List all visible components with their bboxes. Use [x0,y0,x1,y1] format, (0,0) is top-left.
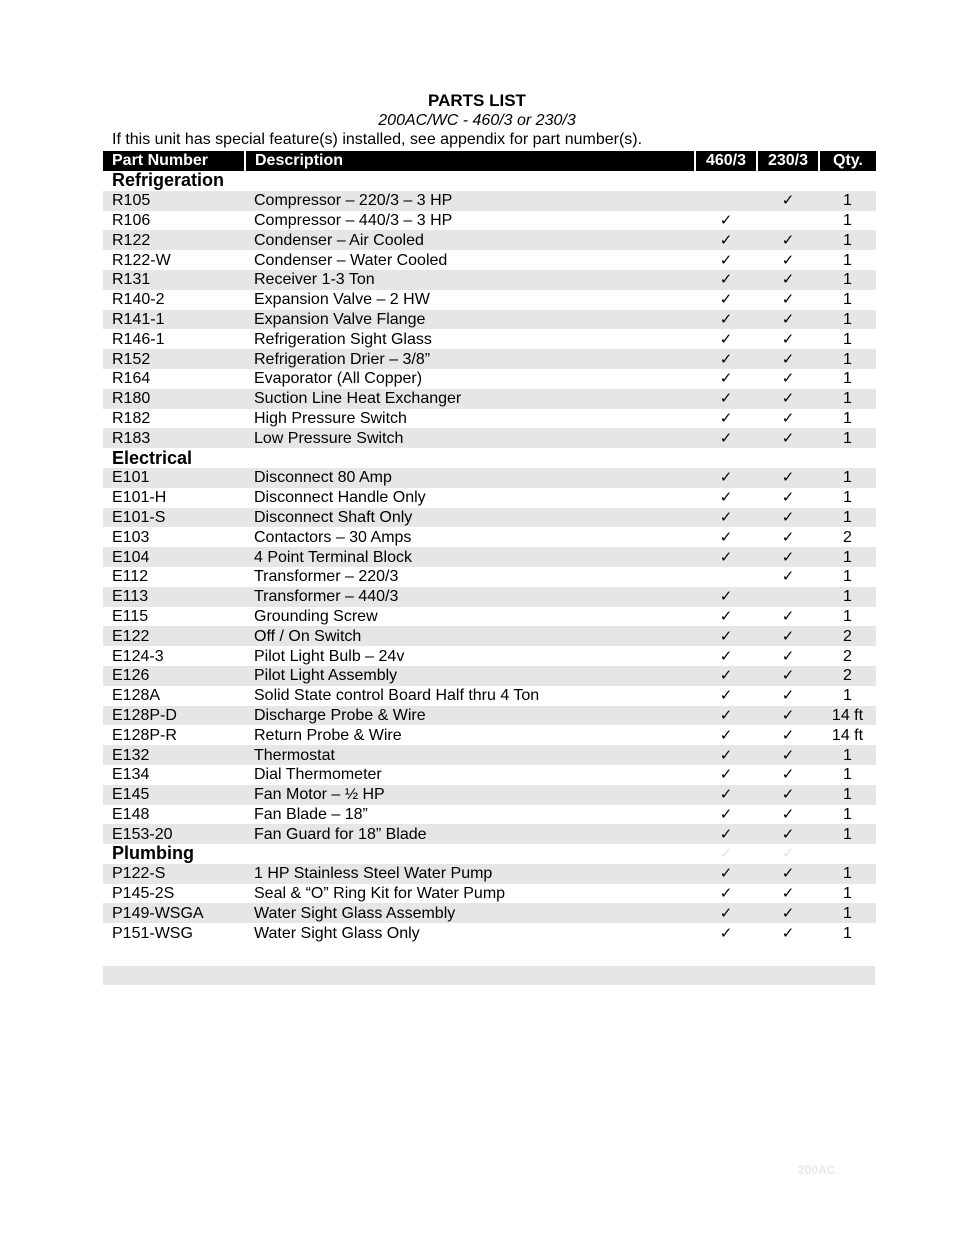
check-mark-icon: ✓ [781,765,795,784]
part-number-cell: E128P-R [112,726,177,744]
check-mark-icon: ✓ [757,547,819,567]
check-mark-icon: ✓ [719,210,733,229]
part-number-cell: E128A [112,687,161,705]
qty-cell: 1 [819,310,876,330]
table-row [103,864,876,884]
description-cell: Receiver 1-3 Ton [245,270,695,290]
part-number-cell: R164 [112,370,151,388]
table-row [103,230,876,250]
check-mark-icon: ✓ [695,230,757,250]
qty-cell: 14 ft [819,706,876,726]
check-mark-icon: ✓ [757,785,819,805]
table-row [103,369,876,389]
description-cell: Discharge Probe & Wire [245,706,695,726]
check-mark-icon: ✓ [757,270,819,290]
check-mark-icon: ✓ [695,428,757,448]
description-cell: Compressor – 440/3 – 3 HP [254,211,453,229]
check-mark-icon: ✓ [781,488,795,507]
check-mark-icon: ✓ [695,587,757,607]
check-mark-icon: ✓ [757,230,819,250]
check-mark-icon: ✓ [757,428,819,448]
check-mark-icon: ✓ [695,508,757,528]
check-mark-icon: ✓ [781,606,795,625]
description-cell: Expansion Valve Flange [245,310,695,330]
check-mark-icon: ✓ [781,408,795,427]
section-label: Refrigeration [112,170,225,191]
qty-cell: 1 [819,587,876,607]
check-mark-icon: ✓ [757,191,819,211]
check-mark-icon: ✓ [719,765,733,784]
description-cell: Expansion Valve – 2 HW [254,291,430,309]
check-mark-icon: ✓ [757,389,819,409]
check-mark-icon: ✓ [781,527,795,546]
description-cell: Transformer – 220/3 [254,568,399,586]
part-number-cell: E101-H [112,489,167,507]
part-number-cell: P122-S [103,864,245,884]
qty-cell: 1 [819,389,876,409]
part-number-cell: R183 [103,428,245,448]
part-number-cell: E101 [103,468,245,488]
part-number-cell: R106 [112,211,151,229]
qty-cell: 1 [843,211,852,229]
check-mark-icon: ✓ [695,666,757,686]
col-header-qty: Qty. [819,151,876,171]
check-mark-icon: ✓ [757,310,819,330]
description-cell: 1 HP Stainless Steel Water Pump [245,864,695,884]
appendix-note: If this unit has special feature(s) installed, see appendix for part number(s). [112,131,643,148]
parts-table-body [103,171,876,943]
description-cell: Pilot Light Bulb – 24v [254,647,405,665]
col-header-460: 460/3 [695,151,757,171]
qty-cell [819,171,876,191]
description-cell: Suction Line Heat Exchanger [245,389,695,409]
description-cell: Condenser – Water Cooled [254,251,448,269]
table-row [103,567,876,587]
check-mark-icon [757,587,819,607]
table-row [103,903,876,923]
table-row [103,211,876,231]
check-mark-icon: ✓ [781,369,795,388]
part-number-cell: E126 [103,666,245,686]
check-mark-icon: ✓ [695,310,757,330]
qty-cell: 1 [819,785,876,805]
check-mark-icon: ✓ [719,844,733,863]
table-row [103,706,876,726]
check-mark-icon: ✓ [719,725,733,744]
qty-cell: 2 [819,626,876,646]
check-mark-icon [757,211,819,231]
check-mark-icon [695,448,757,468]
check-mark-icon: ✓ [757,745,819,765]
description-cell: Pilot Light Assembly [245,666,695,686]
page-subtitle: 200AC/WC - 460/3 or 230/3 [378,112,576,129]
qty-cell: 1 [819,745,876,765]
table-row [103,785,876,805]
check-mark-icon [757,448,819,468]
description-cell: Compressor – 220/3 – 3 HP [245,191,695,211]
table-row [103,725,876,745]
check-mark-icon: ✓ [719,290,733,309]
check-mark-icon: ✓ [695,389,757,409]
check-mark-icon: ✓ [695,468,757,488]
part-number-cell: R131 [103,270,245,290]
check-mark-icon: ✓ [781,329,795,348]
check-mark-icon: ✓ [757,468,819,488]
qty-cell [819,448,876,468]
table-row [103,884,876,904]
description-cell: Seal & “O” Ring Kit for Water Pump [254,885,506,903]
description-cell: Contactors – 30 Amps [254,528,412,546]
part-number-cell: E153-20 [103,824,245,844]
table-row [103,527,876,547]
description-cell: Off / On Switch [245,626,695,646]
check-mark-icon: ✓ [695,864,757,884]
check-mark-icon: ✓ [719,606,733,625]
check-mark-icon: ✓ [757,824,819,844]
check-mark-icon: ✓ [719,804,733,823]
table-row [103,270,876,290]
part-number-cell: R146-1 [112,330,165,348]
description-cell: Evaporator (All Copper) [254,370,423,388]
table-row [103,428,876,448]
check-mark-icon: ✓ [719,527,733,546]
check-mark-icon: ✓ [781,884,795,903]
qty-cell: 1 [819,230,876,250]
part-number-cell: P151-WSG [112,924,193,942]
qty-cell: 1 [819,270,876,290]
check-mark-icon [695,171,757,191]
check-mark-icon: ✓ [781,923,795,942]
qty-cell: 1 [843,370,852,388]
page-title: PARTS LIST [428,91,526,110]
description-cell: Disconnect 80 Amp [245,468,695,488]
qty-cell: 1 [819,428,876,448]
table-row [103,607,876,627]
part-number-cell: E115 [112,607,149,625]
section-label: Electrical [112,447,193,468]
qty-cell: 1 [843,924,852,942]
description-cell: Water Sight Glass Only [254,924,420,942]
check-mark-icon: ✓ [695,270,757,290]
check-mark-icon: ✓ [781,250,795,269]
qty-cell: 1 [843,489,852,507]
check-mark-icon: ✓ [757,864,819,884]
description-cell: Fan Guard for 18” Blade [245,824,695,844]
qty-cell: 1 [843,607,852,625]
qty-cell: 1 [843,687,852,705]
part-number-cell: R140-2 [112,291,165,309]
check-mark-icon: ✓ [695,745,757,765]
table-row [103,329,876,349]
description-cell: Condenser – Air Cooled [245,230,695,250]
qty-cell [819,844,876,864]
description-cell: Fan Blade – 18” [254,805,368,823]
check-mark-icon: ✓ [719,646,733,665]
table-row [103,805,876,825]
qty-cell: 1 [843,805,852,823]
table-row [103,587,876,607]
check-mark-icon [695,567,757,587]
check-mark-icon: ✓ [757,626,819,646]
check-mark-icon: ✓ [719,923,733,942]
section-row [103,448,876,468]
table-row [103,310,876,330]
col-header-description: Description [245,151,695,171]
part-number-cell: E124-3 [112,647,164,665]
check-mark-icon: ✓ [757,508,819,528]
check-mark-icon: ✓ [757,666,819,686]
part-number-cell: R122-W [112,251,171,269]
check-mark-icon: ✓ [781,290,795,309]
section-label: Plumbing [112,843,194,864]
check-mark-icon: ✓ [719,488,733,507]
part-number-cell: E128P-D [103,706,245,726]
check-mark-icon: ✓ [695,903,757,923]
description-cell: Thermostat [245,745,695,765]
table-row [103,389,876,409]
qty-cell: 14 ft [831,726,864,744]
table-row [103,626,876,646]
table-row [103,646,876,666]
part-number-cell: E113 [103,587,245,607]
check-mark-icon: ✓ [719,884,733,903]
col-header-230: 230/3 [757,151,819,171]
description-cell: Solid State control Board Half thru 4 Ton [254,687,540,705]
part-number-cell: E122 [103,626,245,646]
check-mark-icon: ✓ [695,626,757,646]
table-row [103,765,876,785]
part-number-cell: E148 [112,805,150,823]
description-cell: Disconnect Shaft Only [245,508,695,528]
qty-cell: 1 [819,864,876,884]
description-cell: Transformer – 440/3 [245,587,695,607]
check-mark-icon: ✓ [781,646,795,665]
qty-cell: 1 [843,766,852,784]
qty-cell: 1 [843,330,852,348]
description-cell: Low Pressure Switch [245,428,695,448]
check-mark-icon: ✓ [757,903,819,923]
qty-cell: 2 [819,666,876,686]
table-header-row [103,151,876,171]
qty-cell: 1 [819,903,876,923]
qty-cell: 1 [843,885,852,903]
description-cell: High Pressure Switch [254,409,407,427]
table-row [103,191,876,211]
description-cell: Fan Motor – ½ HP [245,785,695,805]
check-mark-icon: ✓ [719,329,733,348]
check-mark-icon: ✓ [719,369,733,388]
check-mark-icon: ✓ [781,567,795,586]
qty-cell: 1 [819,468,876,488]
part-number-cell: E132 [103,745,245,765]
qty-cell: 2 [843,528,852,546]
part-number-cell: E112 [112,568,149,586]
table-row [103,349,876,369]
table-row [103,547,876,567]
check-mark-icon: ✓ [757,706,819,726]
qty-cell: 1 [819,824,876,844]
qty-cell: 1 [819,508,876,528]
check-mark-icon [695,191,757,211]
check-mark-icon: ✓ [719,686,733,705]
check-mark-icon: ✓ [695,706,757,726]
qty-cell: 2 [843,647,852,665]
part-number-cell: R122 [103,230,245,250]
qty-cell: 1 [843,251,852,269]
part-number-cell: R182 [112,409,151,427]
check-mark-icon: ✓ [695,547,757,567]
qty-cell: 1 [843,409,852,427]
part-number-cell: E134 [112,766,150,784]
check-mark-icon: ✓ [695,349,757,369]
qty-cell: 1 [819,349,876,369]
check-mark-icon: ✓ [781,804,795,823]
table-row [103,290,876,310]
section-row [103,844,876,864]
table-row [103,409,876,429]
check-mark-icon: ✓ [781,686,795,705]
table-row [103,508,876,528]
table-row [103,824,876,844]
col-header-part-number: Part Number [103,151,245,171]
description-cell: Disconnect Handle Only [254,489,426,507]
description-cell: Grounding Screw [254,607,378,625]
part-number-cell: E103 [112,528,150,546]
description-cell: Refrigeration Drier – 3/8” [245,349,695,369]
table-bottom-bar [103,966,875,985]
check-mark-icon: ✓ [719,408,733,427]
check-mark-icon: ✓ [695,785,757,805]
qty-cell: 1 [819,191,876,211]
table-row [103,666,876,686]
description-cell: Water Sight Glass Assembly [245,903,695,923]
description-cell: Dial Thermometer [254,766,382,784]
check-mark-icon: ✓ [757,349,819,369]
part-number-cell: R141-1 [103,310,245,330]
part-number-cell: R180 [103,389,245,409]
part-number-cell: R152 [103,349,245,369]
qty-cell: 1 [843,568,852,586]
qty-cell: 1 [843,291,852,309]
description-cell: 4 Point Terminal Block [245,547,695,567]
section-row [103,171,876,191]
qty-cell: 1 [819,547,876,567]
page-footer: 200AC [798,1163,836,1177]
check-mark-icon: ✓ [719,250,733,269]
description-cell: Return Probe & Wire [254,726,402,744]
table-row [103,250,876,270]
parts-table [103,151,876,943]
table-row [103,923,876,943]
table-row [103,686,876,706]
check-mark-icon [757,171,819,191]
check-mark-icon: ✓ [781,725,795,744]
table-row [103,468,876,488]
table-row [103,745,876,765]
part-number-cell: E101-S [103,508,245,528]
part-number-cell: R105 [103,191,245,211]
part-number-cell: E104 [103,547,245,567]
table-row [103,488,876,508]
part-number-cell: E145 [103,785,245,805]
check-mark-icon: ✓ [695,824,757,844]
description-cell: Refrigeration Sight Glass [254,330,432,348]
part-number-cell: P149-WSGA [103,903,245,923]
check-mark-icon: ✓ [781,844,795,863]
part-number-cell: P145-2S [112,885,175,903]
